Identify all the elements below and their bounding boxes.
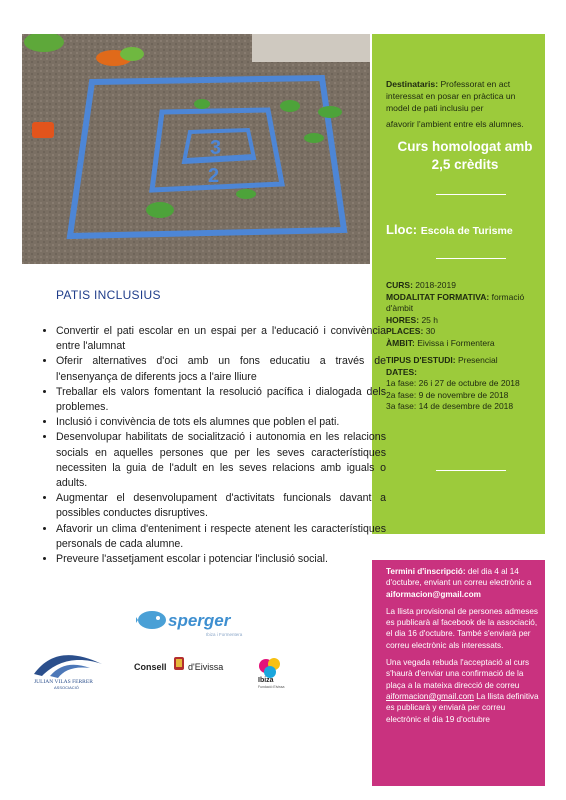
provisional-list-text: La llista provisional de persones admeses es publicarà al facebook de la associació, el dia 16 d'octubre. També s'enviarà per correu electrònic als interessats. [386, 606, 539, 650]
dest-text-2: afavorir l'ambient entre els alumnes. [386, 119, 524, 129]
confirmation-text-b: La llista definitiva es publicarà y enviarà per correu electrònic el dia 19 d'octubre [386, 691, 539, 724]
homologat-title [386, 138, 544, 174]
hores-value: 25 h [421, 314, 438, 325]
list-item: • Oferir alternatives d'oci amb un fons educatiu a través de l'ensenyança de diferents jocs a l'aire lliure [56, 354, 386, 384]
objectives-list [36, 324, 386, 567]
julian-text-2: ASSOCIACIÓ [54, 685, 79, 690]
curs-label: CURS: [386, 280, 413, 290]
svg-text:2: 2 [208, 165, 220, 187]
asperger-logo [136, 606, 254, 640]
list-item: • Augmentar el desenvolupament d'activitats funcionals davant a possibles conductes disruptives. [56, 491, 386, 521]
coat-of-arms-icon [174, 657, 184, 670]
lloc-label: Lloc: [386, 222, 418, 237]
list-item: • Inclusió i convivència de tots els alumnes que poblen el pati. [56, 415, 386, 430]
confirmation-email-link[interactable]: aiformacion@gmail.com [386, 691, 474, 701]
list-item: • Desenvolupar habilitats de socialització i autonomia en les relacions socials en aquelles persones que per les seves característiques necessiten la guia de l'adult en les seves relacions amb iguals o adults. [56, 430, 386, 491]
consell-eivissa-logo [134, 656, 234, 678]
divider [436, 258, 506, 259]
course-info-panel [372, 34, 545, 534]
asperger-text: sperger [168, 611, 231, 630]
julian-vilas-ferrer-logo [28, 650, 108, 690]
divider [436, 470, 506, 471]
termini-label: Termini d'inscripció: [386, 567, 466, 576]
date-phase-2: 2a fase: 9 de novembre de 2018 [386, 389, 509, 400]
lloc-value: Escola de Turisme [420, 225, 513, 237]
lloc [386, 222, 544, 237]
asperger-tagline: Ibiza i Formentera [206, 632, 243, 637]
list-item: • Afavorir un clima d'enteniment i respecte atenent les característiques personals de cada alumne. [56, 522, 386, 552]
svg-text:3: 3 [210, 137, 222, 159]
course-details [386, 280, 544, 413]
curs-value: 2018-2019 [415, 280, 456, 290]
ibiza-sub-text: Fundació Eivissa [258, 685, 285, 689]
hores-label: HORES: [386, 314, 420, 325]
destinataris [386, 78, 541, 130]
ibiza-logo [252, 654, 292, 690]
eivissa-text: d'Eivissa [188, 662, 224, 672]
list-item: • Preveure l'assetjament escolar i potenciar l'inclusió social. [56, 552, 386, 567]
registration-panel [372, 560, 545, 786]
date-phase-3: 3a fase: 14 de desembre de 2018 [386, 401, 514, 411]
termini [386, 566, 542, 600]
hopscotch-photo [22, 34, 370, 264]
modalitat-label: MODALITAT FORMATIVA: [386, 291, 490, 302]
termini-text: del dia 4 al 14 d'octubre, enviant un correu electrònic a [386, 567, 532, 588]
dest-text: Professorat en act interessat en posar en pràctica un model de pati inclusiu per [386, 79, 516, 113]
termini-email[interactable]: aiformacion@gmail.com [386, 589, 481, 599]
modalitat-value: formació d'àmbit [386, 291, 525, 313]
consell-text: Consell [134, 662, 167, 672]
places-label: PLACES: [386, 326, 424, 336]
dates-label: DATES: [386, 366, 418, 377]
homologat-line1: Curs homologat amb [397, 139, 533, 154]
ambit-value: Eivissa i Formentera [417, 337, 495, 348]
places-value: 30 [425, 326, 436, 336]
divider [436, 194, 506, 195]
homologat-line2: 2,5 crèdits [431, 157, 499, 172]
tipus-value: Presencial [457, 355, 498, 365]
ambit-label: ÀMBIT: [386, 337, 415, 348]
list-item: • Convertir el pati escolar en un espai per a l'educació i convivència entre l'alumnat [56, 324, 386, 354]
dest-label: Destinataris: [386, 79, 439, 89]
julian-text-1: JULIAN VILAS FERRER [34, 679, 93, 685]
list-item: • Treballar els valors fomentant la resolució pacífica i dialogada dels problemes. [56, 385, 386, 415]
tipus-label: TIPUS D'ESTUDI: [386, 355, 456, 365]
confirmation-text-a: Una vegada rebuda l'acceptació al curs s'haurà d'enviar una confirmació de la plaça a la mateixa direcció de correu [386, 658, 530, 690]
confirmation-text [386, 657, 542, 725]
page-title: PATIS INCLUSIUS [56, 288, 161, 302]
date-phase-1: 1a fase: 26 i 27 de octubre de 2018 [386, 378, 520, 388]
ibiza-text: Ibiza [258, 677, 274, 684]
